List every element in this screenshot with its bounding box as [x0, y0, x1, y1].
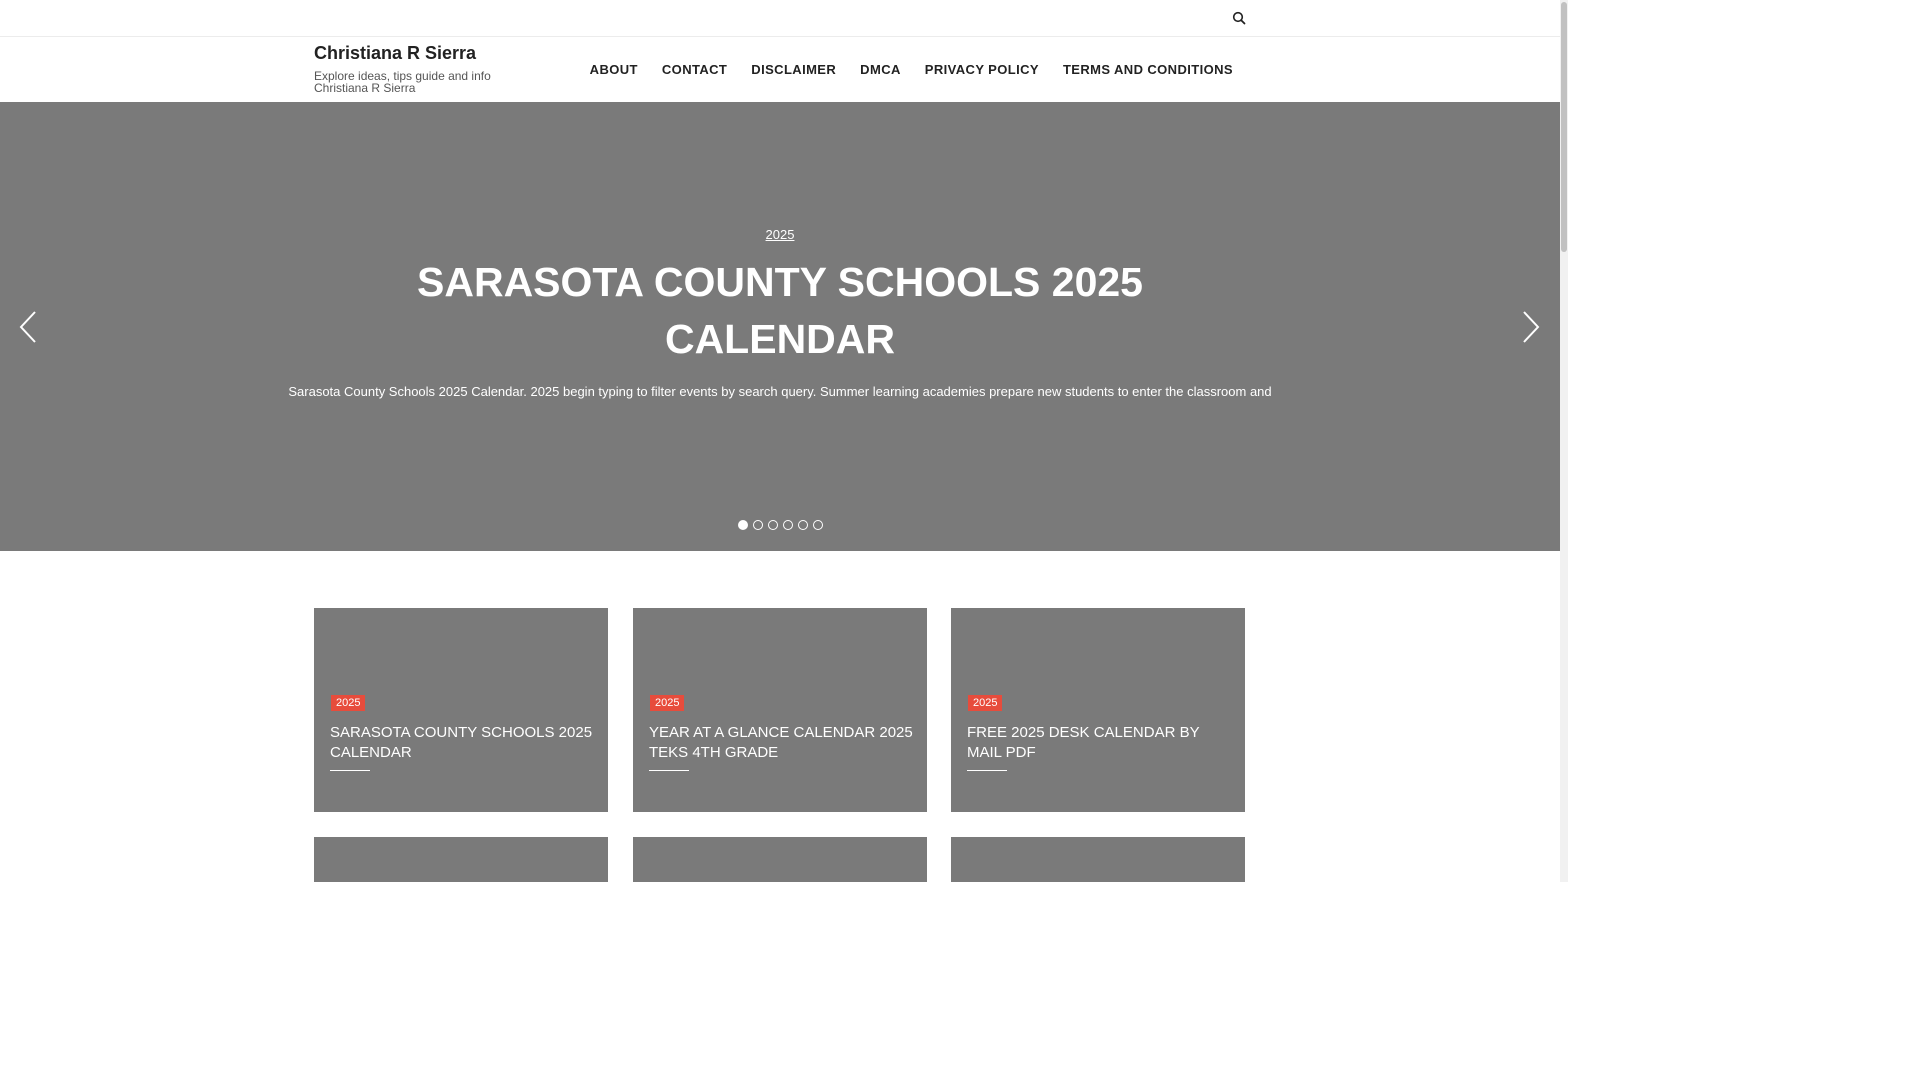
post-card[interactable]	[633, 608, 927, 812]
nav-contact[interactable]: CONTACT	[661, 62, 728, 77]
slider-dots	[0, 520, 1560, 530]
nav-disclaimer[interactable]: DISCLAIMER	[751, 62, 837, 77]
post-title[interactable]: SARASOTA COUNTY SCHOOLS 2025 CALENDAR	[330, 724, 593, 761]
title-underline	[330, 770, 370, 771]
post-card[interactable]	[951, 837, 1245, 882]
search-button[interactable]	[1229, 8, 1249, 28]
post-category-badge[interactable]: 2025	[331, 695, 365, 711]
slider-dot-4[interactable]	[783, 520, 793, 530]
site-description: Explore ideas, tips guide and info Christiana R Sierra	[314, 69, 491, 95]
hero-category	[0, 227, 1560, 242]
title-underline	[967, 770, 1007, 771]
nav-terms-and-conditions[interactable]: TERMS AND CONDITIONS	[1062, 62, 1233, 77]
top-bar	[0, 0, 1560, 37]
post-title[interactable]: FREE 2025 DESK CALENDAR BY MAIL PDF	[967, 724, 1200, 761]
slider-dot-3[interactable]	[768, 520, 778, 530]
hero-slider	[0, 102, 1560, 551]
chevron-right-icon	[1522, 310, 1540, 344]
title-underline	[649, 770, 689, 771]
post-card[interactable]	[314, 608, 608, 812]
scrollbar-thumb[interactable]	[1561, 2, 1567, 252]
slider-prev-button[interactable]	[19, 310, 37, 344]
slider-dot-1[interactable]	[738, 520, 748, 530]
site-title[interactable]: Christiana R Sierra	[314, 43, 477, 63]
main-nav	[590, 62, 1233, 77]
slider-next-button[interactable]	[1522, 310, 1540, 344]
slider-dot-5[interactable]	[798, 520, 808, 530]
post-card[interactable]	[314, 837, 608, 882]
post-title[interactable]: YEAR AT A GLANCE CALENDAR 2025 TEKS 4TH GRADE	[649, 724, 913, 761]
hero-category-link[interactable]: 2025	[765, 227, 795, 242]
slider-dot-2[interactable]	[753, 520, 763, 530]
search-icon	[1229, 8, 1249, 28]
slider-dot-6[interactable]	[813, 520, 823, 530]
nav-dmca[interactable]: DMCA	[860, 62, 901, 77]
hero-excerpt: Sarasota County Schools 2025 Calendar. 2025 begin typing to filter events by search query. Summer learning academies prepare new students to enter the classroom and	[288, 384, 1272, 399]
hero-title[interactable]: SARASOTA COUNTY SCHOOLS 2025 CALENDAR	[417, 259, 1143, 362]
nav-privacy-policy[interactable]: PRIVACY POLICY	[924, 62, 1039, 77]
post-category-badge[interactable]: 2025	[650, 695, 684, 711]
nav-about[interactable]: ABOUT	[589, 62, 638, 77]
chevron-left-icon	[19, 310, 37, 344]
site-header	[0, 37, 1560, 102]
page-scrollbar[interactable]	[1560, 0, 1568, 882]
post-card[interactable]	[633, 837, 927, 882]
post-card[interactable]	[951, 608, 1245, 812]
post-category-badge[interactable]: 2025	[968, 695, 1002, 711]
